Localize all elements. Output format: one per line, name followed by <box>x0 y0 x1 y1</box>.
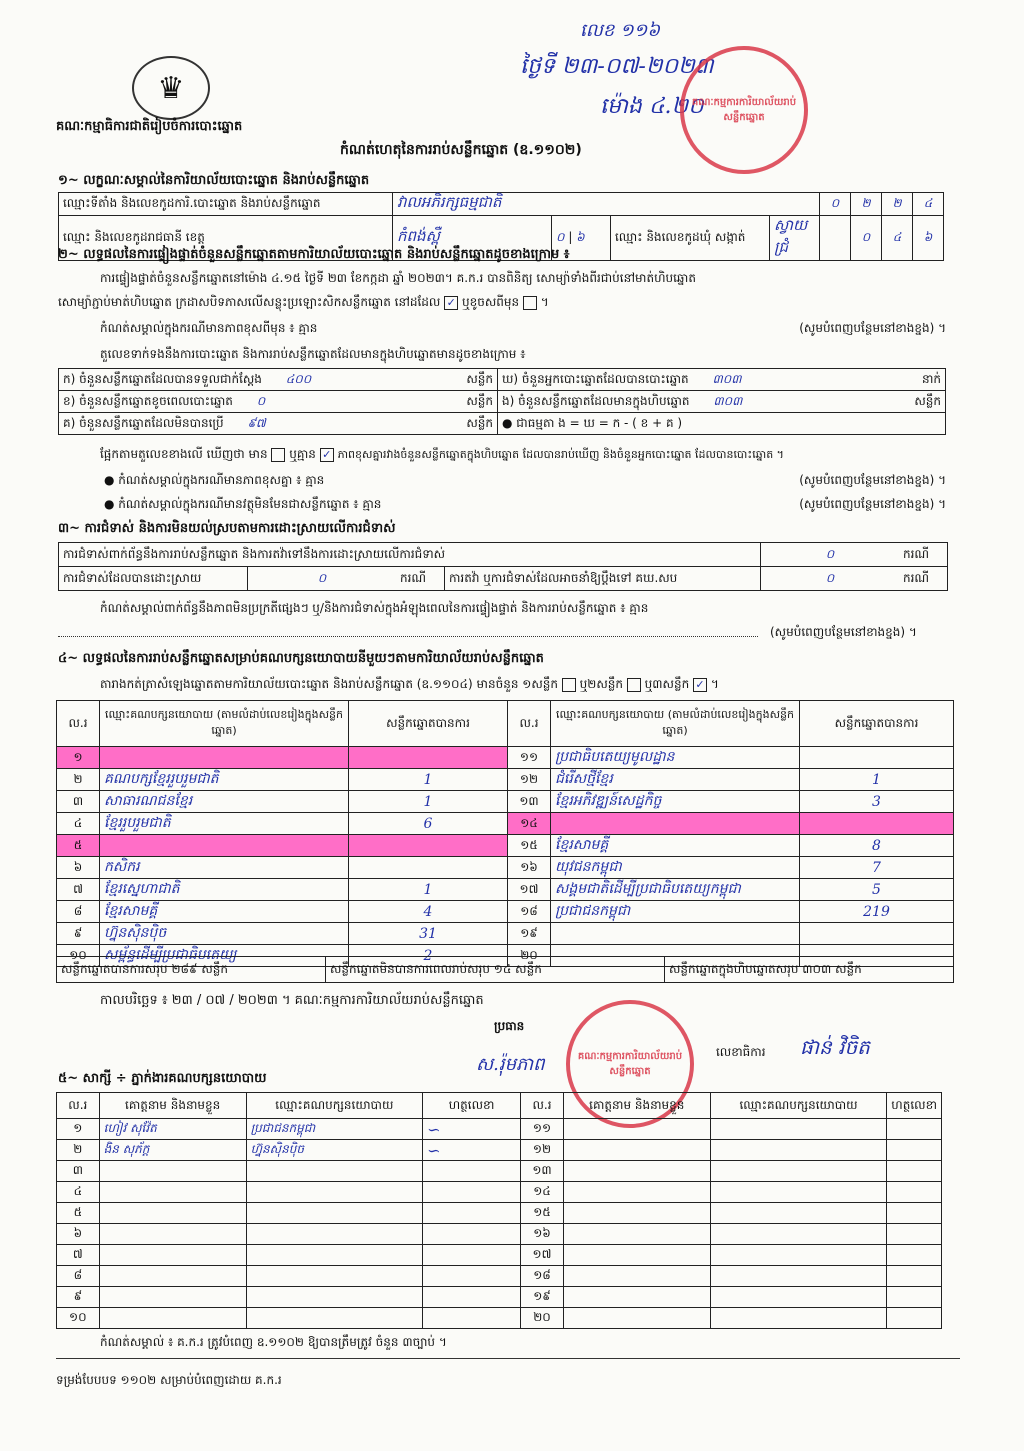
section4-subtitle: តារាងកត់ត្រាសំឡេងឆ្នោតតាមការិយាល័យបោះឆ្នោត និងរាប់សន្លឹកឆ្នោត (ឧ.១១០៤) មានចំនួន ១សន្លឹក ឬ២សន្លឹក ឬ៣សន្លឹក ✓ ។ <box>100 677 719 691</box>
witness-cell <box>887 1182 942 1203</box>
commune-code-2: ៤ <box>882 216 913 261</box>
witness-cell <box>246 1266 422 1287</box>
w-col-2: គោត្តនាម និងនាមខ្លួន <box>99 1093 246 1119</box>
witness-cell <box>887 1308 942 1329</box>
witness-cell: ៥ <box>57 1203 100 1224</box>
witness-cell: ១៤ <box>521 1182 564 1203</box>
red-seal-stamp-2: គណៈកម្មការការិយាល័យរាប់សន្លឹកឆ្នោត <box>566 1000 694 1128</box>
vote-count-left: 1 <box>349 769 508 791</box>
witness-cell: ងិន សុភ័ក្ត <box>99 1140 246 1161</box>
w-col-3: ឈ្មោះគណបក្សនយោបាយ <box>246 1093 422 1119</box>
witness-cell <box>99 1203 246 1224</box>
witness-cell <box>99 1308 246 1329</box>
row-a-unit: សន្លឹក <box>466 371 493 386</box>
footer-divider <box>56 1358 960 1359</box>
section2-para4: តួលេខទាក់ទងនឹងការបោះឆ្នោត និងការរាប់សន្លឹកឆ្នោតដែលមានក្នុងហិបឆ្នោតមានដូចខាងក្រោម ៖ <box>100 347 526 361</box>
appeal-value: ០ <box>761 567 900 591</box>
votes-body <box>57 747 954 967</box>
witness-cell <box>710 1245 887 1266</box>
party-name-left <box>100 747 349 769</box>
row-number-left: ៤ <box>57 813 100 835</box>
witness-cell <box>246 1245 422 1266</box>
w-col-4: ហត្ថលេខា <box>423 1093 521 1119</box>
row-c-value: ៩៧ <box>247 415 266 430</box>
section3-note-tail: (សូមបំពេញបន្ថែមនៅខាងខ្នង) ។ <box>770 625 917 639</box>
secretary-title: លេខាធិការ <box>716 1045 766 1059</box>
para5-tail: ភាពខុសគ្នារវាងចំនួនសន្លឹកឆ្នោតក្នុងហិបឆ្នោត ដែលបានរាប់ឃើញ និងចំនួនអ្នកបោះឆ្នោត ដែលបានបោះឆ្នោត ។ <box>337 448 784 461</box>
commune-label: ឈ្មោះ និងលេខកូដឃុំ សង្កាត់ <box>611 216 770 261</box>
party-name-right: យុវជនកម្ពុជា <box>551 857 800 879</box>
witness-cell <box>99 1287 246 1308</box>
vote-count-right <box>800 923 954 945</box>
witness-cell <box>887 1140 942 1161</box>
section2-para3 <box>100 320 946 338</box>
table-row <box>57 747 954 769</box>
table-row <box>57 769 954 791</box>
vote-count-right: 219 <box>800 901 954 923</box>
party-name-left: ខ្មែររួបរួមជាតិ <box>100 813 349 835</box>
row-c-text: គ) ចំនួនសន្លឹកឆ្នោតដែលមិនបានប្រើ <box>63 415 224 430</box>
witness-body <box>57 1119 942 1329</box>
objection-unit: ករណី <box>899 543 948 567</box>
table-row <box>57 1308 942 1329</box>
witness-cell: ១៣ <box>521 1161 564 1182</box>
section2-para3-tail: (សូមបំពេញបន្ថែមនៅខាងខ្នង) ។ <box>799 321 946 335</box>
witness-cell <box>887 1224 942 1245</box>
witness-cell: ១ <box>57 1119 100 1140</box>
para5-or-none: ឬគ្មាន <box>289 447 316 461</box>
ballot-counts-table <box>58 368 946 435</box>
bullet-foreign-object <box>104 496 946 514</box>
witness-cell <box>99 1245 246 1266</box>
witness-cell <box>99 1266 246 1287</box>
section2-para5 <box>100 446 784 464</box>
col-party-right: ឈ្មោះគណបក្សនយោបាយ (តាមលំដាប់លេខរៀងក្នុងសន្លឹកឆ្នោត) <box>551 701 800 747</box>
party-name-left: ខ្មែរសាមគ្គី <box>100 901 349 923</box>
site-code-3: ២ <box>882 193 913 216</box>
province-code-1: ០ <box>556 230 565 244</box>
witness-cell: ៣ <box>57 1161 100 1182</box>
witness-cell: ១៦ <box>521 1224 564 1245</box>
table-row <box>57 1140 942 1161</box>
party-name-right: សង្គមជាតិដើម្បីប្រជាធិបតេយ្យកម្ពុជា <box>551 879 800 901</box>
witness-cell <box>563 1287 710 1308</box>
row-a-value: ៤០០ <box>285 371 312 386</box>
section2-para3-text: កំណត់សម្គាល់ក្នុងករណីមានភាពខុសពីមុន ៖ គ្មាន <box>100 321 318 335</box>
col-votes-right: សន្លឹកឆ្នោតបានការ <box>800 701 954 747</box>
row-number-left: ៥ <box>57 835 100 857</box>
party-name-left <box>100 835 349 857</box>
table-row <box>57 791 954 813</box>
party-name-left: កសិករ <box>100 857 349 879</box>
witness-cell <box>246 1287 422 1308</box>
witness-cell <box>563 1266 710 1287</box>
witness-cell <box>563 1203 710 1224</box>
witness-cell: ៨ <box>57 1266 100 1287</box>
formula-note: ● ជាធម្មតា ង = ឃ = ក - ( ខ + គ ) <box>498 413 946 435</box>
witness-cell <box>563 1119 710 1140</box>
row-number-left: ៨ <box>57 901 100 923</box>
vote-count-left <box>349 857 508 879</box>
witness-cell: ៤ <box>57 1182 100 1203</box>
total-invalid: សន្លឹកឆ្នោតមិនបានការពេលរាប់សរុប ១៤ សន្លឹក <box>326 957 665 983</box>
vote-count-left <box>349 747 508 769</box>
section3-note: កំណត់សម្គាល់ពាក់ព័ន្ធនឹងភាពមិនប្រក្រតីផ្សេងៗ ឬ/និងការជំទាស់ក្នុងអំឡុងពេលនៃការផ្ទៀងផ្ទាត់ និងការរាប់សន្លឹកឆ្នោត ៖ គ្មាន <box>100 601 649 615</box>
site-label: ឈ្មោះទីតាំង និងលេខកូដការិ.បោះឆ្នោត និងរាប់សន្លឹកឆ្នោត <box>59 193 393 216</box>
party-name-left: សាធារណជនខ្មែរ <box>100 791 349 813</box>
witness-cell: ហ្វ៊ុនស៊ិនប៉ិច <box>246 1140 422 1161</box>
witness-cell <box>423 1266 521 1287</box>
two-sheets-checkbox[interactable] <box>627 678 641 692</box>
table-row <box>57 1245 942 1266</box>
witness-cell <box>563 1245 710 1266</box>
witness-table <box>56 1092 942 1329</box>
row-number-right: ២០ <box>508 945 551 967</box>
changed-checkbox[interactable] <box>523 296 537 310</box>
col-no-right: ល.រ <box>508 701 551 747</box>
appeal-unit: ករណី <box>899 567 948 591</box>
table-row <box>57 1119 942 1140</box>
table-row <box>57 879 954 901</box>
witness-cell <box>887 1119 942 1140</box>
row-number-right: ១៤ <box>508 813 551 835</box>
witness-cell <box>710 1161 887 1182</box>
row-number-right: ១២ <box>508 769 551 791</box>
witness-cell <box>710 1266 887 1287</box>
subtitle-text: តារាងកត់ត្រាសំឡេងឆ្នោតតាមការិយាល័យបោះឆ្នោត និងរាប់សន្លឹកឆ្នោត (ឧ.១១០៤) មានចំនួន ១សន្លឹក <box>100 677 558 691</box>
form-title: កំណត់ហេតុនៃការរាប់សន្លឹកឆ្នោត (ឧ.១១០២) <box>340 142 582 158</box>
section1-title: ១~ លក្ខណៈសម្គាល់នៃការិយាល័យបោះឆ្នោត និងរាប់សន្លឹកឆ្នោត <box>58 173 370 188</box>
section4-title: ៤~ លទ្ធផលនៃការរាប់សន្លឹកឆ្នោតសម្រាប់គណបក្សនយោបាយនីមួយៗតាមការិយាល័យរាប់សន្លឹកឆ្នោត <box>58 651 544 666</box>
table-row <box>57 923 954 945</box>
row-b-label <box>59 391 498 413</box>
witness-cell <box>887 1161 942 1182</box>
party-name-left: គណបក្សខ្មែររួបរួមជាតិ <box>100 769 349 791</box>
row-e-text: ង) ចំនួនសន្លឹកឆ្នោតដែលមានក្នុងហិបឆ្នោត <box>502 393 690 408</box>
table-row <box>57 1287 942 1308</box>
witness-cell: ១៨ <box>521 1266 564 1287</box>
table-row <box>57 857 954 879</box>
witness-cell: ប្រជាជនកម្ពុជា <box>246 1119 422 1140</box>
no-difference-checkbox[interactable]: ✓ <box>320 448 334 462</box>
secretary-signature: ផាន់ វិចិត <box>800 1035 870 1059</box>
row-number-left: ៦ <box>57 857 100 879</box>
row-c-label <box>59 413 498 435</box>
vote-count-left: 4 <box>349 901 508 923</box>
witness-cell: ២ <box>57 1140 100 1161</box>
row-b-text: ខ) ចំនួនសន្លឹកឆ្នោតខូចពេលបោះឆ្នោត <box>63 393 233 408</box>
row-number-left: ១ <box>57 747 100 769</box>
witness-cell: ១៥ <box>521 1203 564 1224</box>
row-number-right: ១៩ <box>508 923 551 945</box>
row-a-text: ក) ចំនួនសន្លឹកឆ្នោតដែលបានទទួលជាក់ស្តែង <box>63 371 262 386</box>
table-row <box>57 901 954 923</box>
witness-cell <box>710 1119 887 1140</box>
row-d-value: ៣០៣ <box>712 371 742 386</box>
row-number-right: ១៣ <box>508 791 551 813</box>
bullet2-note: (សូមបំពេញបន្ថែមនៅខាងខ្នង) ។ <box>799 497 946 511</box>
has-difference-checkbox[interactable] <box>271 448 285 462</box>
row-number-left: ២ <box>57 769 100 791</box>
witness-cell <box>99 1182 246 1203</box>
bullet-difference <box>104 472 946 490</box>
witness-cell <box>710 1224 887 1245</box>
witness-cell <box>423 1203 521 1224</box>
witness-cell <box>710 1182 887 1203</box>
w-col-5: ល.រ <box>521 1093 564 1119</box>
witness-cell <box>563 1308 710 1329</box>
table-row <box>57 1161 942 1182</box>
site-code-1: ០ <box>820 193 851 216</box>
row-number-right: ១៨ <box>508 901 551 923</box>
organization-name: គណៈកម្មាធិការជាតិរៀបចំការបោះឆ្នោត <box>56 119 243 134</box>
witness-cell <box>710 1140 887 1161</box>
row-c-unit: សន្លឹក <box>466 415 493 430</box>
bullet1-text: ● កំណត់សម្គាល់ក្នុងករណីមានភាពខុសគ្នា ៖ គ្មាន <box>104 473 325 487</box>
opt-three-sheets: ឬ៣សន្លឹក <box>644 677 690 691</box>
witness-cell <box>99 1161 246 1182</box>
province-code-2: ៦ <box>576 230 585 244</box>
witness-cell <box>563 1182 710 1203</box>
row-number-right: ១៧ <box>508 879 551 901</box>
row-number-left: ៣ <box>57 791 100 813</box>
section2-para2-text: សោម្យ៉ាភ្ជាប់មាត់ហិបឆ្នោត ក្រដាសបិទភាសលើសន្លុះប្រឡោះសិកសន្លឹកឆ្នោត នៅដដែល <box>58 295 441 309</box>
section2-para2: សោម្យ៉ាភ្ជាប់មាត់ហិបឆ្នោត ក្រដាសបិទភាសលើសន្លុះប្រឡោះសិកសន្លឹកឆ្នោត នៅដដែល ✓ ឬខូចសពីមុន ។ <box>58 295 549 309</box>
province-code: ០ | ៦ <box>552 216 611 261</box>
party-name-right: ខ្មែរអភិវឌ្ឍន៍សេដ្ឋកិច្ច <box>551 791 800 813</box>
handwritten-number: លេខ ១១៦ <box>580 20 660 41</box>
witness-cell <box>887 1287 942 1308</box>
witness-cell <box>246 1182 422 1203</box>
w-col-1: ល.រ <box>57 1093 100 1119</box>
witness-cell <box>563 1224 710 1245</box>
commune-code-3: ៦ <box>913 216 944 261</box>
col-no-left: ល.រ <box>57 701 100 747</box>
vote-count-right: 5 <box>800 879 954 901</box>
witness-cell <box>887 1203 942 1224</box>
party-name-left: ហ្វ៊ុនស៊ិនប៉ិច <box>100 923 349 945</box>
total-in-box: សន្លឹកឆ្នោតក្នុងហិបឆ្នោតសរុប ៣០៣ សន្លឹក <box>665 957 954 983</box>
vote-count-left: 1 <box>349 879 508 901</box>
red-seal-stamp: គណៈកម្មការការិយាល័យរាប់សន្លឹកឆ្នោត <box>680 46 808 174</box>
row-number-right: ១៥ <box>508 835 551 857</box>
witness-cell <box>423 1245 521 1266</box>
dotted-line <box>58 636 758 637</box>
witness-cell <box>710 1203 887 1224</box>
witness-cell <box>423 1182 521 1203</box>
resolved-value: ០ <box>248 567 397 591</box>
witness-cell: ហៀវ សុវ៉ែត <box>99 1119 246 1140</box>
objection-label: ការជំទាស់ពាក់ព័ន្ធនឹងការរាប់សន្លឹកឆ្នោត និងការតវ៉ាទៅនឹងការដោះស្រាយលើការជំទាស់ <box>59 543 761 567</box>
w-col-6: គោត្តនាម និងនាមខ្លួន <box>563 1093 710 1119</box>
section3-title: ៣~ ការជំទាស់ និងការមិនយល់ស្របតាមការដោះស្រាយលើការជំទាស់ <box>58 521 396 536</box>
table-row <box>57 835 954 857</box>
section2-para1: ការផ្ទៀងផ្ទាត់ចំនួនសន្លឹកឆ្នោតនៅម៉ោង ៤.១៥ ថ្ងៃទី ២៣ ខែកក្កដា ឆ្នាំ ២០២៣។ គ.ក.រ បានពិនិត្យ សោម្យ៉ាទាំងពីរជាប់នៅមាត់ហិបឆ្នោត <box>100 271 696 285</box>
witness-cell <box>423 1161 521 1182</box>
vote-count-right: 7 <box>800 857 954 879</box>
witness-signature: ∽ <box>423 1140 521 1161</box>
party-name-right <box>551 813 800 835</box>
col-party-left: ឈ្មោះគណបក្សនយោបាយ (តាមលំដាប់លេខរៀងក្នុងសន្លឹកឆ្នោត) <box>100 701 349 747</box>
commune-code-1: ០ <box>851 216 882 261</box>
witness-cell <box>423 1287 521 1308</box>
party-name-right: ខ្មែរសាមគ្គី <box>551 835 800 857</box>
witness-cell <box>710 1308 887 1329</box>
witness-cell <box>563 1140 710 1161</box>
vote-count-left: 2 <box>349 945 508 967</box>
one-sheet-checkbox[interactable] <box>562 678 576 692</box>
row-a-label <box>59 369 498 391</box>
section5-title: ៥~ សាក្សី ÷ ភ្នាក់ងារគណបក្សនយោបាយ <box>58 1071 267 1086</box>
vote-count-right: 8 <box>800 835 954 857</box>
witness-cell: ៧ <box>57 1245 100 1266</box>
chair-signature: ស.រ៉ុមភាព <box>476 1054 545 1075</box>
row-d-unit: នាក់ <box>921 371 941 386</box>
vote-count-left: 1 <box>349 791 508 813</box>
three-sheets-checkbox[interactable]: ✓ <box>693 678 707 692</box>
col-votes-left: សន្លឹកឆ្នោតបានការ <box>349 701 508 747</box>
vote-count-right: 3 <box>800 791 954 813</box>
witness-cell <box>423 1308 521 1329</box>
table-row <box>57 1224 942 1245</box>
party-name-right: ជំរើសថ្មីខ្មែរ <box>551 769 800 791</box>
witness-cell <box>246 1308 422 1329</box>
vote-count-left: 6 <box>349 813 508 835</box>
witness-signature: ∽ <box>423 1119 521 1140</box>
row-number-left: ៧ <box>57 879 100 901</box>
bullet2-text: ● កំណត់សម្គាល់ក្នុងករណីមានវត្ថុមិនមែនជាសន្លឹកឆ្នោត ៖ គ្មាន <box>104 497 382 511</box>
resolved-label: ការជំទាស់ដែលបានដោះស្រាយ <box>59 567 248 591</box>
witness-cell <box>246 1224 422 1245</box>
witness-cell: ១១ <box>521 1119 564 1140</box>
table-row <box>57 1266 942 1287</box>
row-number-right: ១១ <box>508 747 551 769</box>
witness-cell: ១២ <box>521 1140 564 1161</box>
emblem-logo: ♛ <box>132 56 210 120</box>
witness-cell: ១០ <box>57 1308 100 1329</box>
witness-cell <box>887 1266 942 1287</box>
site-code-2: ២ <box>851 193 882 216</box>
vote-count-right <box>800 747 954 769</box>
total-valid: សន្លឹកឆ្នោតបានការសរុប ២៨៩ សន្លឹក <box>57 957 326 983</box>
row-b-unit: សន្លឹក <box>466 393 493 408</box>
row-number-left: ១០ <box>57 945 100 967</box>
vote-count-left: 31 <box>349 923 508 945</box>
row-b-value: ០ <box>256 393 266 408</box>
party-name-right <box>551 923 800 945</box>
commune-code-blank <box>820 216 851 261</box>
witness-cell: ៩ <box>57 1287 100 1308</box>
province-label: ឈ្មោះ និងលេខកូដរាជធានី ខេត្ត <box>59 216 393 261</box>
province-value: កំពង់ស្ពឺ <box>393 216 552 261</box>
vote-count-right: 1 <box>800 769 954 791</box>
witness-cell <box>246 1203 422 1224</box>
appeal-label: ការតវ៉ា ឬការជំទាស់ដែលអាចនាំឱ្យប្តឹងទៅ គឃ.សប <box>445 567 761 591</box>
w-col-7: ឈ្មោះគណបក្សនយោបាយ <box>710 1093 887 1119</box>
bullet1-note: (សូមបំពេញបន្ថែមនៅខាងខ្នង) ។ <box>799 473 946 487</box>
party-name-left: ខ្មែរស្នេហាជាតិ <box>100 879 349 901</box>
table-row <box>57 813 954 835</box>
witness-cell <box>423 1224 521 1245</box>
vote-count-right <box>800 813 954 835</box>
witness-cell <box>887 1245 942 1266</box>
row-e-value: ៣០៣ <box>713 393 743 408</box>
w-col-8: ហត្ថលេខា <box>887 1093 942 1119</box>
footer-text: ទម្រង់បែបបទ ១១០២ សម្រាប់បំពេញដោយ គ.ក.រ <box>56 1373 282 1387</box>
commune-value: ស្វាយជ្រំ <box>770 216 820 261</box>
party-name-right: ប្រជាជនកម្ពុជា <box>551 901 800 923</box>
date-line: កាលបរិច្ឆេទ ៖ ២៣ / ០៧ / ២០២៣ ។ គណៈកម្មការការិយាល័យរាប់សន្លឹកឆ្នោត <box>100 993 484 1008</box>
section2-para2-tail: ឬខូចសពីមុន <box>462 295 520 309</box>
site-code-4: ៤ <box>913 193 944 216</box>
section5-note: កំណត់សម្គាល់ ៖ គ.ក.រ ត្រូវបំពេញ ឧ.១១០២ ឱ្យបានត្រឹមត្រូវ ចំនួន ៣ច្បាប់ ។ <box>100 1335 447 1349</box>
party-name-left: សម្ព័ន្ធដើម្បីប្រជាធិបតេយ្យ <box>100 945 349 967</box>
table-row <box>57 1203 942 1224</box>
witness-cell <box>246 1161 422 1182</box>
resolved-unit: ករណី <box>396 567 445 591</box>
row-d-label <box>498 369 946 391</box>
para5-text: ផ្អែកតាមតួលេខខាងលើ ឃើញថា មាន <box>100 447 268 461</box>
opt-two-sheets: ឬ២សន្លឹក <box>579 677 624 691</box>
table-row <box>57 1182 942 1203</box>
section2-title: ២~ លទ្ធផលនៃការផ្ទៀងផ្ទាត់ចំនួនសន្លឹកឆ្នោតតាមការិយាល័យបោះឆ្នោត និងរាប់សន្លឹកឆ្នោតដូចខាងក្រោម ៖ <box>58 247 570 262</box>
chair-title: ប្រធាន <box>494 1019 525 1033</box>
row-e-label <box>498 391 946 413</box>
row-number-right: ១៦ <box>508 857 551 879</box>
witness-cell: ១៩ <box>521 1287 564 1308</box>
row-e-unit: សន្លឹក <box>914 393 941 408</box>
witness-cell <box>99 1224 246 1245</box>
party-name-right: ប្រជាធិបតេយ្យមូលដ្ឋាន <box>551 747 800 769</box>
vote-count-left <box>349 835 508 857</box>
row-d-text: ឃ) ចំនួនអ្នកបោះឆ្នោតដែលបានបោះឆ្នោត <box>502 371 689 386</box>
objections-table <box>58 542 948 591</box>
witness-cell: ១៧ <box>521 1245 564 1266</box>
site-value: វាលអភិរក្សធម្មជាតិ <box>393 193 820 216</box>
same-checkbox[interactable]: ✓ <box>444 296 458 310</box>
row-number-left: ៩ <box>57 923 100 945</box>
witness-cell: ៦ <box>57 1224 100 1245</box>
witness-cell <box>710 1287 887 1308</box>
witness-cell <box>563 1161 710 1182</box>
party-votes-table <box>56 700 954 967</box>
handwritten-date: ថ្ងៃទី ២៣-០៧-២០២៣ <box>520 54 714 79</box>
witness-cell: ២០ <box>521 1308 564 1329</box>
totals-table <box>56 956 954 983</box>
objection-value: ០ <box>761 543 900 567</box>
handwritten-time: ម៉ោង ៤.២០ <box>600 94 704 119</box>
